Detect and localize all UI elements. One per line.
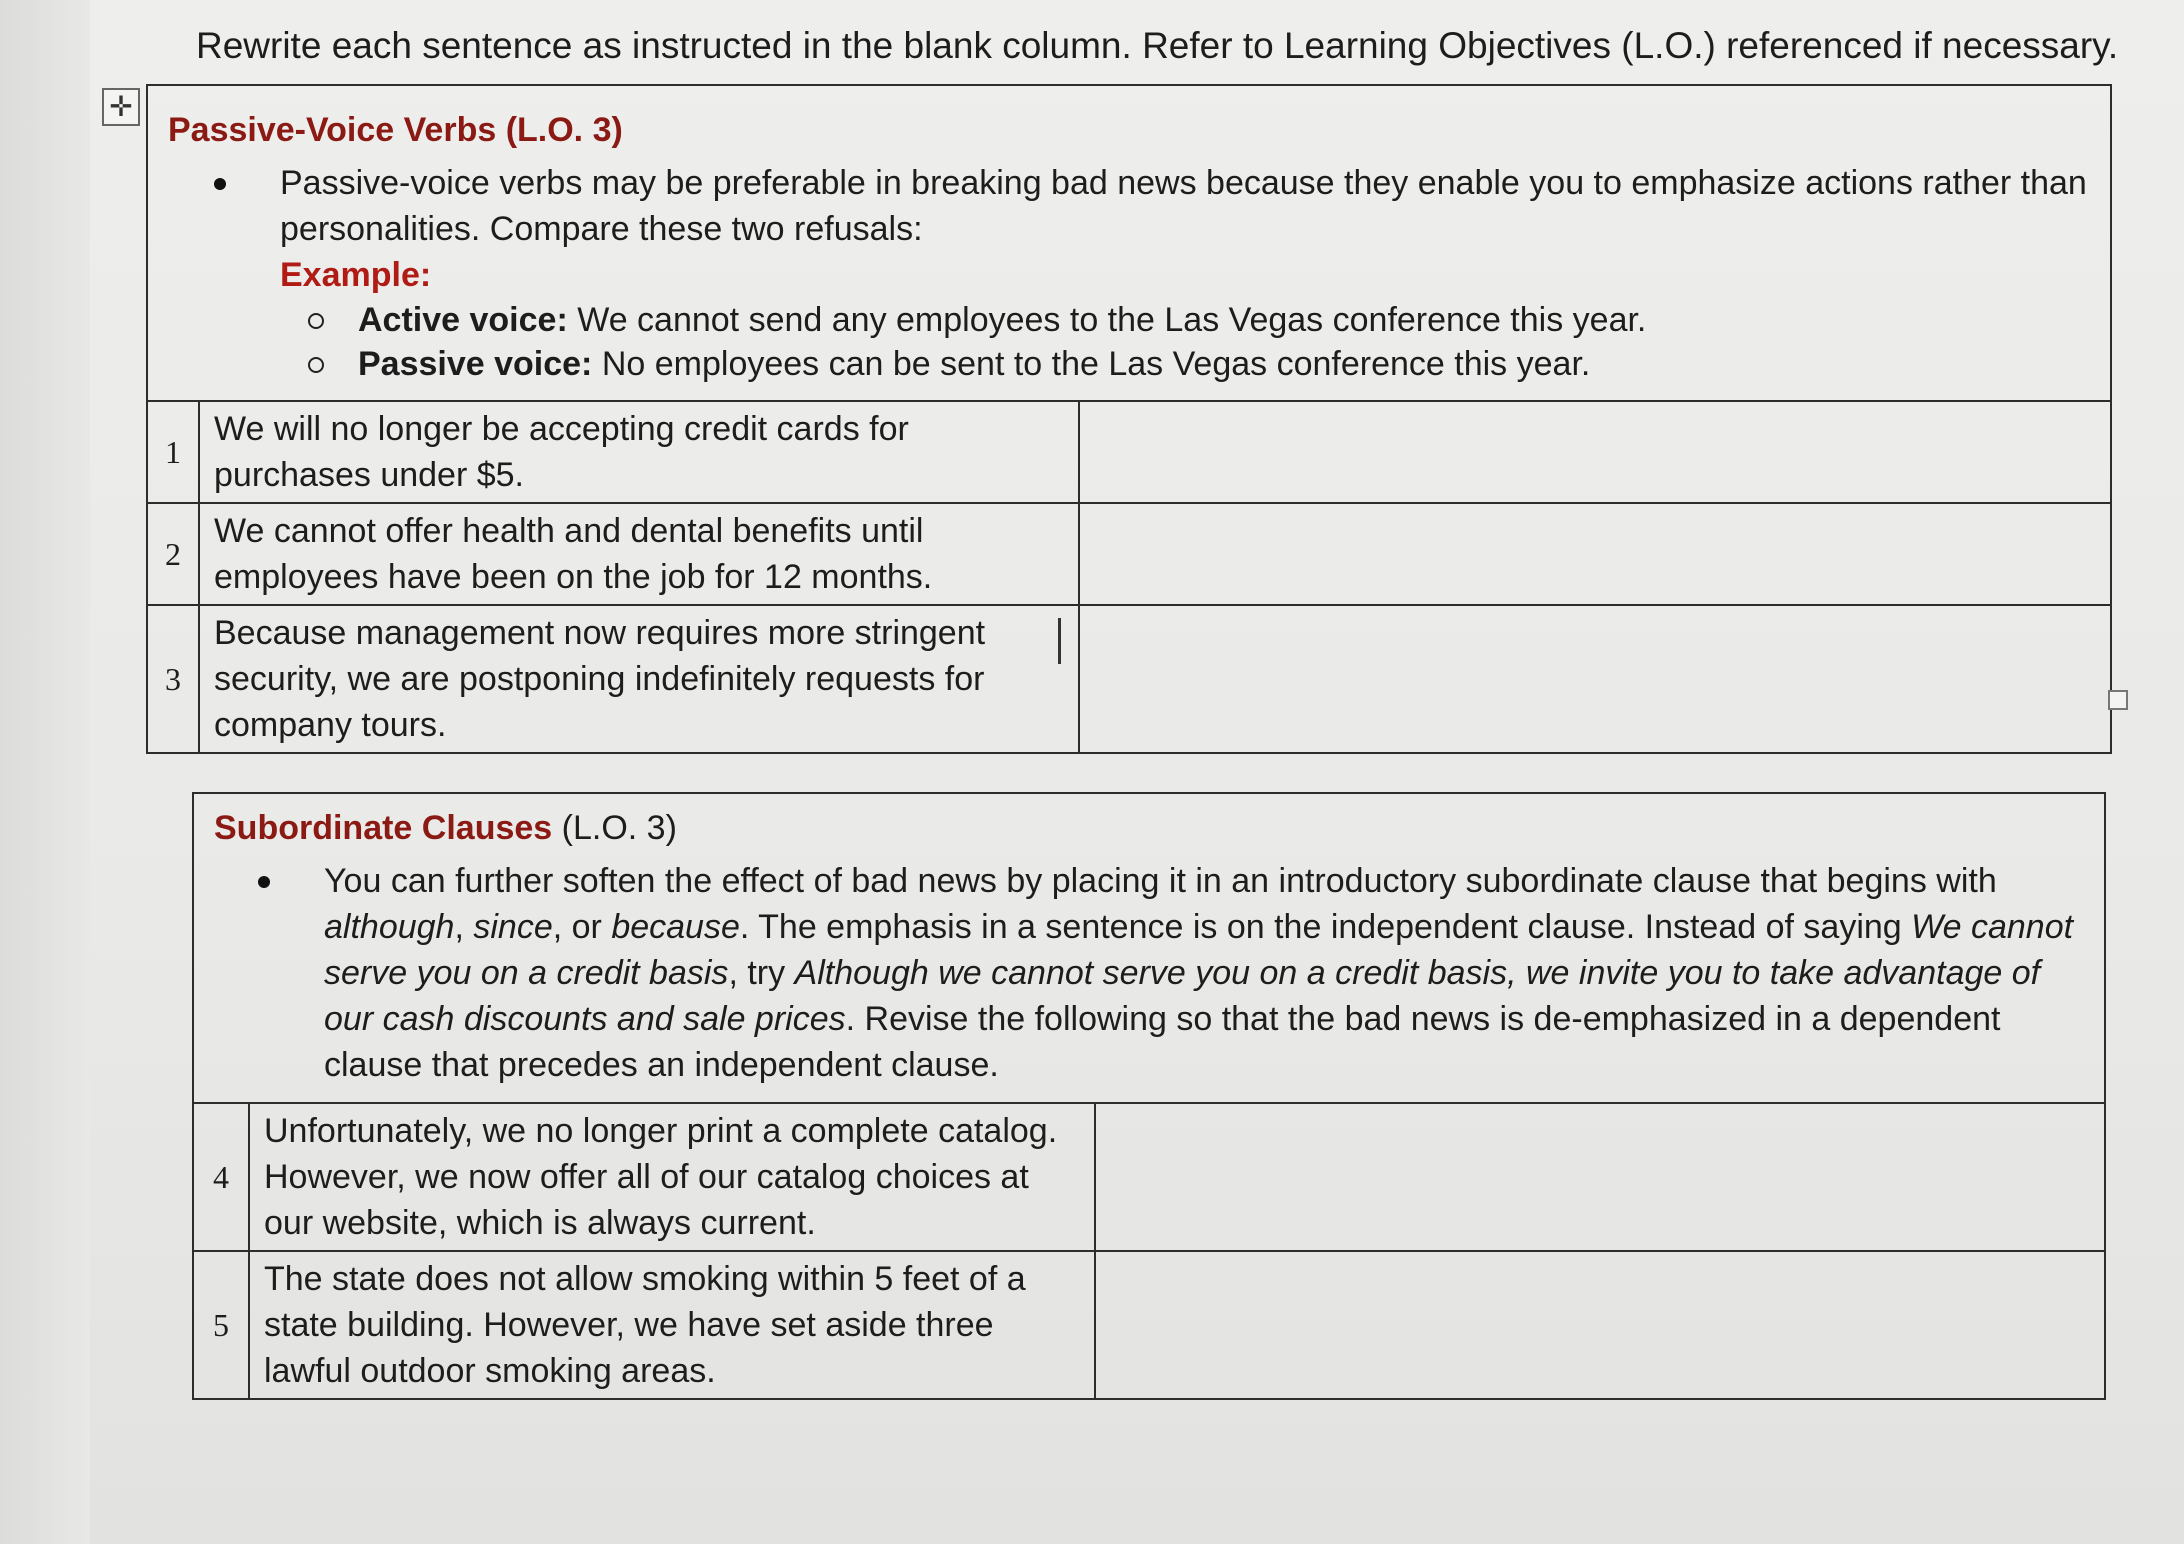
answer-cell[interactable] xyxy=(1079,503,2111,605)
move-handle-icon[interactable]: ✛ xyxy=(102,88,140,126)
circle-bullet-icon xyxy=(308,357,324,373)
row-number: 4 xyxy=(193,1103,249,1251)
section-header-cell[interactable] xyxy=(147,85,2111,401)
answer-cell[interactable] xyxy=(1079,605,2111,753)
answer-cell[interactable] xyxy=(1095,1103,2105,1251)
section-title-text: Subordinate Clauses xyxy=(214,809,553,847)
table-row xyxy=(147,401,2111,503)
answer-cell[interactable] xyxy=(1079,401,2111,503)
section-title: Passive-Voice Verbs (L.O. 3) xyxy=(168,111,623,149)
bullet-emphasis: because xyxy=(611,908,740,946)
section-header-row xyxy=(147,85,2111,401)
subordinate-clauses-table xyxy=(192,792,2106,1400)
example-text-passive: No employees can be sent to the Las Vegas conference this year. xyxy=(592,345,1591,383)
bullet-emphasis: since xyxy=(473,908,553,946)
row-number: 1 xyxy=(147,401,199,503)
bullet-icon xyxy=(258,876,270,888)
bullet-text: , try xyxy=(728,954,795,992)
section-title xyxy=(214,806,2082,850)
example-label-active: Active voice: xyxy=(358,301,568,339)
example-list xyxy=(168,298,2088,386)
example-label: Example: xyxy=(280,256,432,294)
table-row xyxy=(147,503,2111,605)
row-number: 5 xyxy=(193,1251,249,1399)
sentence-cell: We cannot offer health and dental benefits until employees have been on the job for 12 months. xyxy=(199,503,1079,605)
sentence-cell: We will no longer be accepting credit cards for purchases under $5. xyxy=(199,401,1079,503)
bullet-text: . The emphasis in a sentence is on the independent clause. Instead of saying xyxy=(739,908,1912,946)
bullet-text: , or xyxy=(552,908,612,946)
bullet-text: You can further soften the effect of bad news by placing it in an introductory subordinate clause that begins with xyxy=(324,862,1997,900)
sentence-cell: The state does not allow smoking within 5 feet of a state building. However, we have set aside three lawful outdoor smoking areas. xyxy=(249,1251,1095,1399)
table-row xyxy=(147,605,2111,753)
section-header-cell[interactable] xyxy=(193,793,2105,1103)
sentence-cell: Because management now requires more stringent security, we are postponing indefinitely requests for company tours. xyxy=(199,605,1079,753)
bullet-emphasis: although xyxy=(324,908,455,946)
bullet-quote: We cannot serve you on a credit basis xyxy=(324,908,2074,992)
example-item xyxy=(358,342,2088,386)
page-left-margin xyxy=(0,0,90,1544)
bullet-text: . Revise the following so that the bad news is de-emphasized in a dependent clause that precedes an independent clause. xyxy=(324,1000,2001,1084)
bullet-item xyxy=(280,160,2088,298)
example-item xyxy=(358,298,2088,342)
circle-bullet-icon xyxy=(308,313,324,329)
resize-handle-icon[interactable] xyxy=(2108,690,2128,710)
row-number: 2 xyxy=(147,503,199,605)
row-number: 3 xyxy=(147,605,199,753)
bullet-list xyxy=(168,160,2088,298)
bullet-icon xyxy=(214,178,226,190)
bullet-text: Passive-voice verbs may be preferable in breaking bad news because they enable you to emphasize actions rather than personalities. Compare these two refusals: xyxy=(280,164,2087,248)
passive-voice-table xyxy=(146,84,2112,754)
table-row xyxy=(193,1103,2105,1251)
bullet-item xyxy=(324,858,2082,1088)
bullet-text: , xyxy=(454,908,474,946)
bullet-quote: Although we cannot serve you on a credit basis, we invite you to take advantage of our cash discounts and sale prices xyxy=(324,954,2041,1038)
example-label-passive: Passive voice: xyxy=(358,345,593,383)
instruction-text: Rewrite each sentence as instructed in the blank column. Refer to Learning Objectives (L.O.) referenced if necessary. xyxy=(196,25,2119,66)
sentence-cell: Unfortunately, we no longer print a complete catalog. However, we now offer all of our catalog choices at our website, which is always current. xyxy=(249,1103,1095,1251)
i-beam-cursor-icon xyxy=(1058,618,1065,664)
section-title-ref: (L.O. 3) xyxy=(552,809,677,847)
example-text-active: We cannot send any employees to the Las Vegas conference this year. xyxy=(567,301,1647,339)
section-header-row xyxy=(193,793,2105,1103)
bullet-list xyxy=(214,858,2082,1088)
table-row xyxy=(193,1251,2105,1399)
answer-cell[interactable] xyxy=(1095,1251,2105,1399)
